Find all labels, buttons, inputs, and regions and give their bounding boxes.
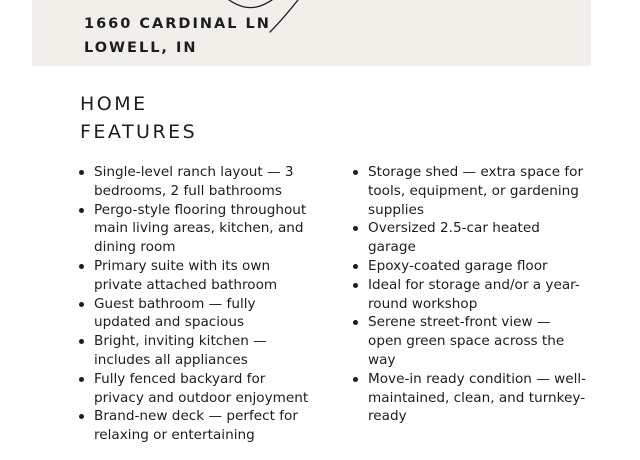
list-item: Primary suite with its own private attached bathroom [79, 257, 309, 295]
list-item: Brand-new deck — perfect for relaxing or entertaining [79, 407, 309, 445]
list-item: Fully fenced backyard for privacy and outdoor enjoyment [79, 370, 309, 408]
features-list-right [353, 163, 588, 426]
address-street: 1660 CARDINAL LN [84, 16, 271, 32]
list-item: Serene street-front view — open green space across the way [353, 313, 588, 369]
list-item: Epoxy-coated garage floor [353, 257, 588, 276]
features-list-left [79, 163, 309, 445]
heading-line-2: FEATURES [80, 121, 198, 143]
home-features-heading [80, 90, 197, 146]
heading-line-1: HOME [80, 93, 148, 115]
list-item: Storage shed — extra space for tools, equipment, or gardening supplies [353, 163, 588, 219]
list-item: Ideal for storage and/or a year-round workshop [353, 276, 588, 314]
list-item: Pergo-style flooring throughout main living areas, kitchen, and dining room [79, 201, 309, 257]
list-item: Move-in ready condition — well-maintained, clean, and turnkey-ready [353, 370, 588, 426]
address-banner [32, 0, 591, 66]
script-flourish-graphic [32, 0, 591, 66]
list-item: Guest bathroom — fully updated and spacious [79, 295, 309, 333]
list-item: Oversized 2.5-car heated garage [353, 219, 588, 257]
address-city-state: LOWELL, IN [84, 40, 198, 56]
list-item: Bright, inviting kitchen — includes all appliances [79, 332, 309, 370]
list-item: Single-level ranch layout — 3 bedrooms, 2 full bathrooms [79, 163, 309, 201]
